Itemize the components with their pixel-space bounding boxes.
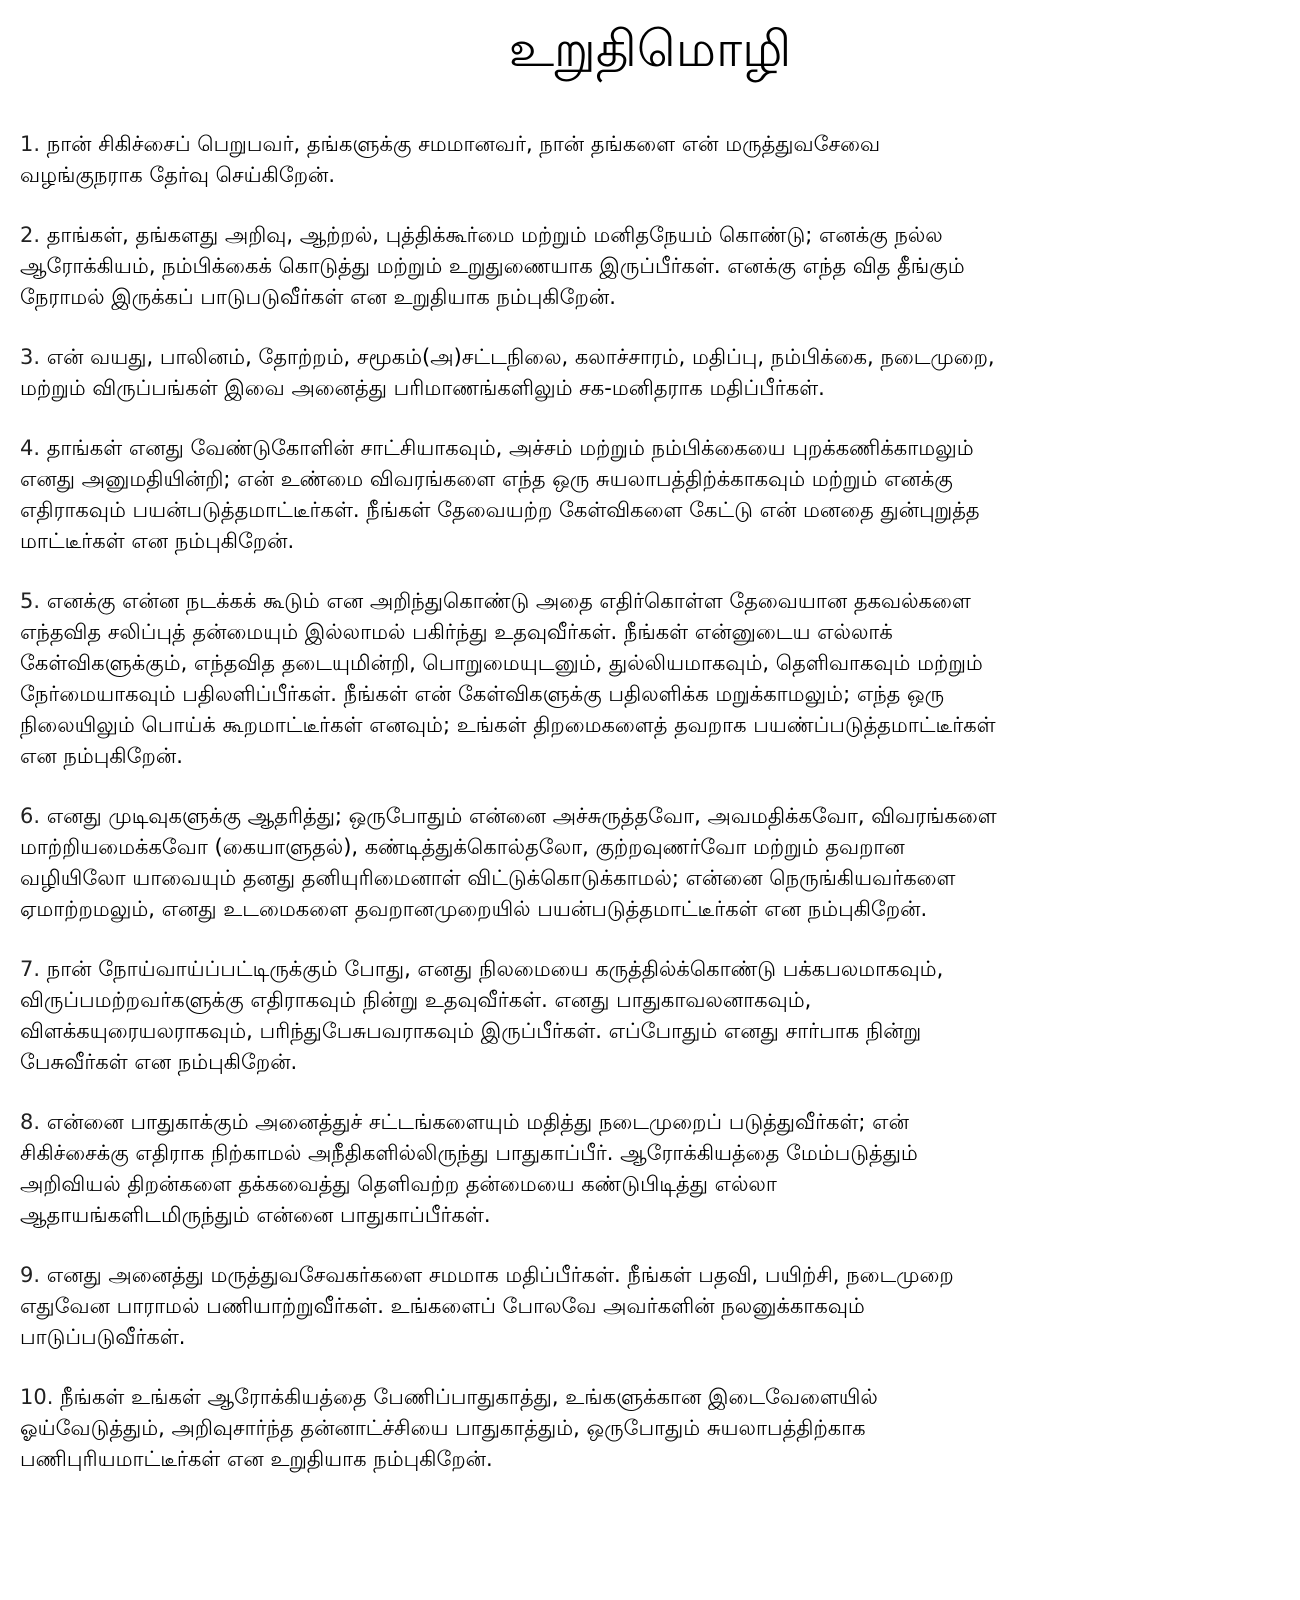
pledge-text: கேள்விகளுக்கும், எந்தவித தடையுமின்றி, பொறுமையுடனும், துல்லியமாகவும், தெளிவாகவும் மற்றும் [20,651,983,675]
pledge-text: என் வயது, பாலினம், தோற்றம், சமூகம்(அ)சட்டநிலை, கலாச்சாரம், மதிப்பு, நம்பிக்கை, நடைமுறை, [46,345,995,369]
pledge-text: மாற்றியமைக்கவோ (கையாளுதல்), கண்டித்துக்கொல்தலோ, குற்றவுணர்வோ மற்றும் தவறான [20,835,905,859]
pledge-text: நிலையிலும் பொய்க் கூறமாட்டீர்கள் எனவும்; உங்கள் திறமைகளைத் தவறாக பயண்ப்படுத்தமாட்டீர்கள் [20,713,996,737]
pledge-item [20,220,1288,313]
pledge-number: 7. [20,957,41,981]
pledge-line [20,954,1288,985]
pledge-item [20,1382,1288,1475]
pledge-text: பணிபுரியமாட்டீர்கள் என உறுதியாக நம்புகிறேன். [20,1447,493,1471]
pledge-text: நேர்மையாகவும் பதிலளிப்பீர்கள். நீங்கள் என் கேள்விகளுக்கு பதிலளிக்க மறுக்காமலும்; எந்த ஒரு [20,682,945,706]
pledge-number: 10. [20,1385,54,1409]
pledge-text: அறிவியல் திறன்களை தக்கவைத்து தெளிவற்ற தன்மையை கண்டுபிடித்து எல்லா [20,1172,777,1196]
pledge-text: ஆரோக்கியம், நம்பிக்கைக் கொடுத்து மற்றும் உறுதுணையாக இருப்பீர்கள். எனக்கு எந்த வித தீங்கும் [20,254,965,278]
pledge-text: எதிராகவும் பயன்படுத்தமாட்டீர்கள். நீங்கள் தேவையற்ற கேள்விகளை கேட்டு என் மனதை துன்புறுத்த [20,498,980,522]
pledge-line [20,801,1288,832]
pledge-text: விளக்கயுரையலராகவும், பரிந்துபேசுபவராகவும் இருப்பீர்கள். எப்போதும் எனது சார்பாக நின்று [20,1019,922,1043]
pledge-number: 1. [20,132,41,156]
pledge-item [20,342,1288,404]
pledge-item [20,954,1288,1078]
pledge-line [20,342,1288,373]
pledge-text: ஓய்வேடுத்தும், அறிவுசார்ந்த தன்னாட்ச்சியை பாதுகாத்தும், ஒருபோதும் சுயலாபத்திற்காக [20,1416,866,1440]
pledge-number: 9. [20,1263,41,1287]
pledge-text: வழியிலோ யாவையும் தனது தனியுரிமைனாள் விட்டுக்கொடுக்காமல்; என்னை நெருங்கியவர்களை [20,866,956,890]
pledge-text: மாட்டீர்கள் என நம்புகிறேன். [20,529,295,553]
pledge-text: என நம்புகிறேன். [20,744,183,768]
pledge-text: மற்றும் விருப்பங்கள் இவை அனைத்து பரிமாணங்களிலும் சக-மனிதராக மதிப்பீர்கள். [20,376,825,400]
pledge-text: நீங்கள் உங்கள் ஆரோக்கியத்தை பேணிப்பாதுகாத்து, உங்களுக்கான இடைவேளையில் [60,1385,878,1409]
pledge-text: சிகிச்சைக்கு எதிராக நிற்காமல் அநீதிகளில்லிருந்து பாதுகாப்பீர். ஆரோக்கியத்தை மேம்படுத்தும் [20,1141,918,1165]
pledge-number: 3. [20,345,41,369]
pledge-text: தாங்கள் எனது வேண்டுகோளின் சாட்சியாகவும், அச்சம் மற்றும் நம்பிக்கையை புறக்கணிக்காமலும் [46,436,974,460]
pledge-line [20,1107,1288,1138]
pledge-text: ஆதாயங்களிடமிருந்தும் என்னை பாதுகாப்பீர்கள். [20,1203,491,1227]
page-title: உறுதிமொழி [508,20,792,78]
pledge-item [20,129,1288,191]
pledge-text: வழங்குநராக தேர்வு செய்கிறேன். [20,163,336,187]
pledge-line [20,220,1288,251]
pledge-number: 2. [20,223,41,247]
pledge-text: எந்தவித சலிப்புத் தன்மையும் இல்லாமல் பகிர்ந்து உதவுவீர்கள். நீங்கள் என்னுடைய எல்லாக் [20,620,893,644]
pledge-text: எனது அனுமதியின்றி; என் உண்மை விவரங்களை எந்த ஒரு சுயலாபத்திற்க்காகவும் மற்றும் எனக்கு [20,467,953,491]
pledge-text: எனக்கு என்ன நடக்கக் கூடும் என அறிந்துகொண்டு அதை எதிர்கொள்ள தேவையான தகவல்களை [46,589,971,613]
pledge-item [20,433,1288,557]
pledge-number: 6. [20,804,41,828]
pledge-text: எனது முடிவுகளுக்கு ஆதரித்து; ஒருபோதும் என்னை அச்சுருத்தவோ, அவமதிக்கவோ, விவரங்களை [46,804,997,828]
pledge-text: தாங்கள், தங்களது அறிவு, ஆற்றல், புத்திக்கூர்மை மற்றும் மனிதநேயம் கொண்டு; எனக்கு நல்ல [46,223,943,247]
pledge-text: நான் நோய்வாய்ப்பட்டிருக்கும் போது, எனது நிலமையை கருத்தில்க்கொண்டு பக்கபலமாகவும், [46,957,944,981]
pledge-item [20,1260,1288,1353]
pledge-line [20,586,1288,617]
pledge-line [20,129,1288,160]
pledge-item [20,801,1288,925]
pledge-number: 5. [20,589,41,613]
pledge-text: நான் சிகிச்சைப் பெறுபவர், தங்களுக்கு சமமானவர், நான் தங்களை என் மருத்துவசேவை [46,132,881,156]
pledge-line [20,433,1288,464]
pledge-number: 8. [20,1110,41,1134]
pledge-number: 4. [20,436,41,460]
pledge-text: ஏமாற்றமலும், எனது உடமைகளை தவறானமுறையில் பயன்படுத்தமாட்டீர்கள் என நம்புகிறேன். [20,897,928,921]
pledge-line [20,1260,1288,1291]
pledge-text: பாடுப்படுவீர்கள். [20,1325,186,1349]
pledge-text: நேராமல் இருக்கப் பாடுபடுவீர்கள் என உறுதியாக நம்புகிறேன். [20,285,616,309]
pledge-line [20,1382,1288,1413]
pledge-list [20,129,1288,1504]
pledge-text: எதுவேன பாராமல் பணியாற்றுவீர்கள். உங்களைப் போலவே அவர்களின் நலனுக்காகவும் [20,1294,865,1318]
pledge-item [20,1107,1288,1231]
pledge-text: விருப்பமற்றவர்களுக்கு எதிராகவும் நின்று உதவுவீர்கள். எனது பாதுகாவலனாகவும், [20,988,812,1012]
pledge-item [20,586,1288,772]
pledge-text: எனது அனைத்து மருத்துவசேவகர்களை சமமாக மதிப்பீர்கள். நீங்கள் பதவி, பயிற்சி, நடைமுறை [46,1263,954,1287]
pledge-text: என்னை பாதுகாக்கும் அனைத்துச் சட்டங்களையும் மதித்து நடைமுறைப் படுத்துவீர்கள்; என் [46,1110,909,1134]
pledge-text: பேசுவீர்கள் என நம்புகிறேன். [20,1050,298,1074]
